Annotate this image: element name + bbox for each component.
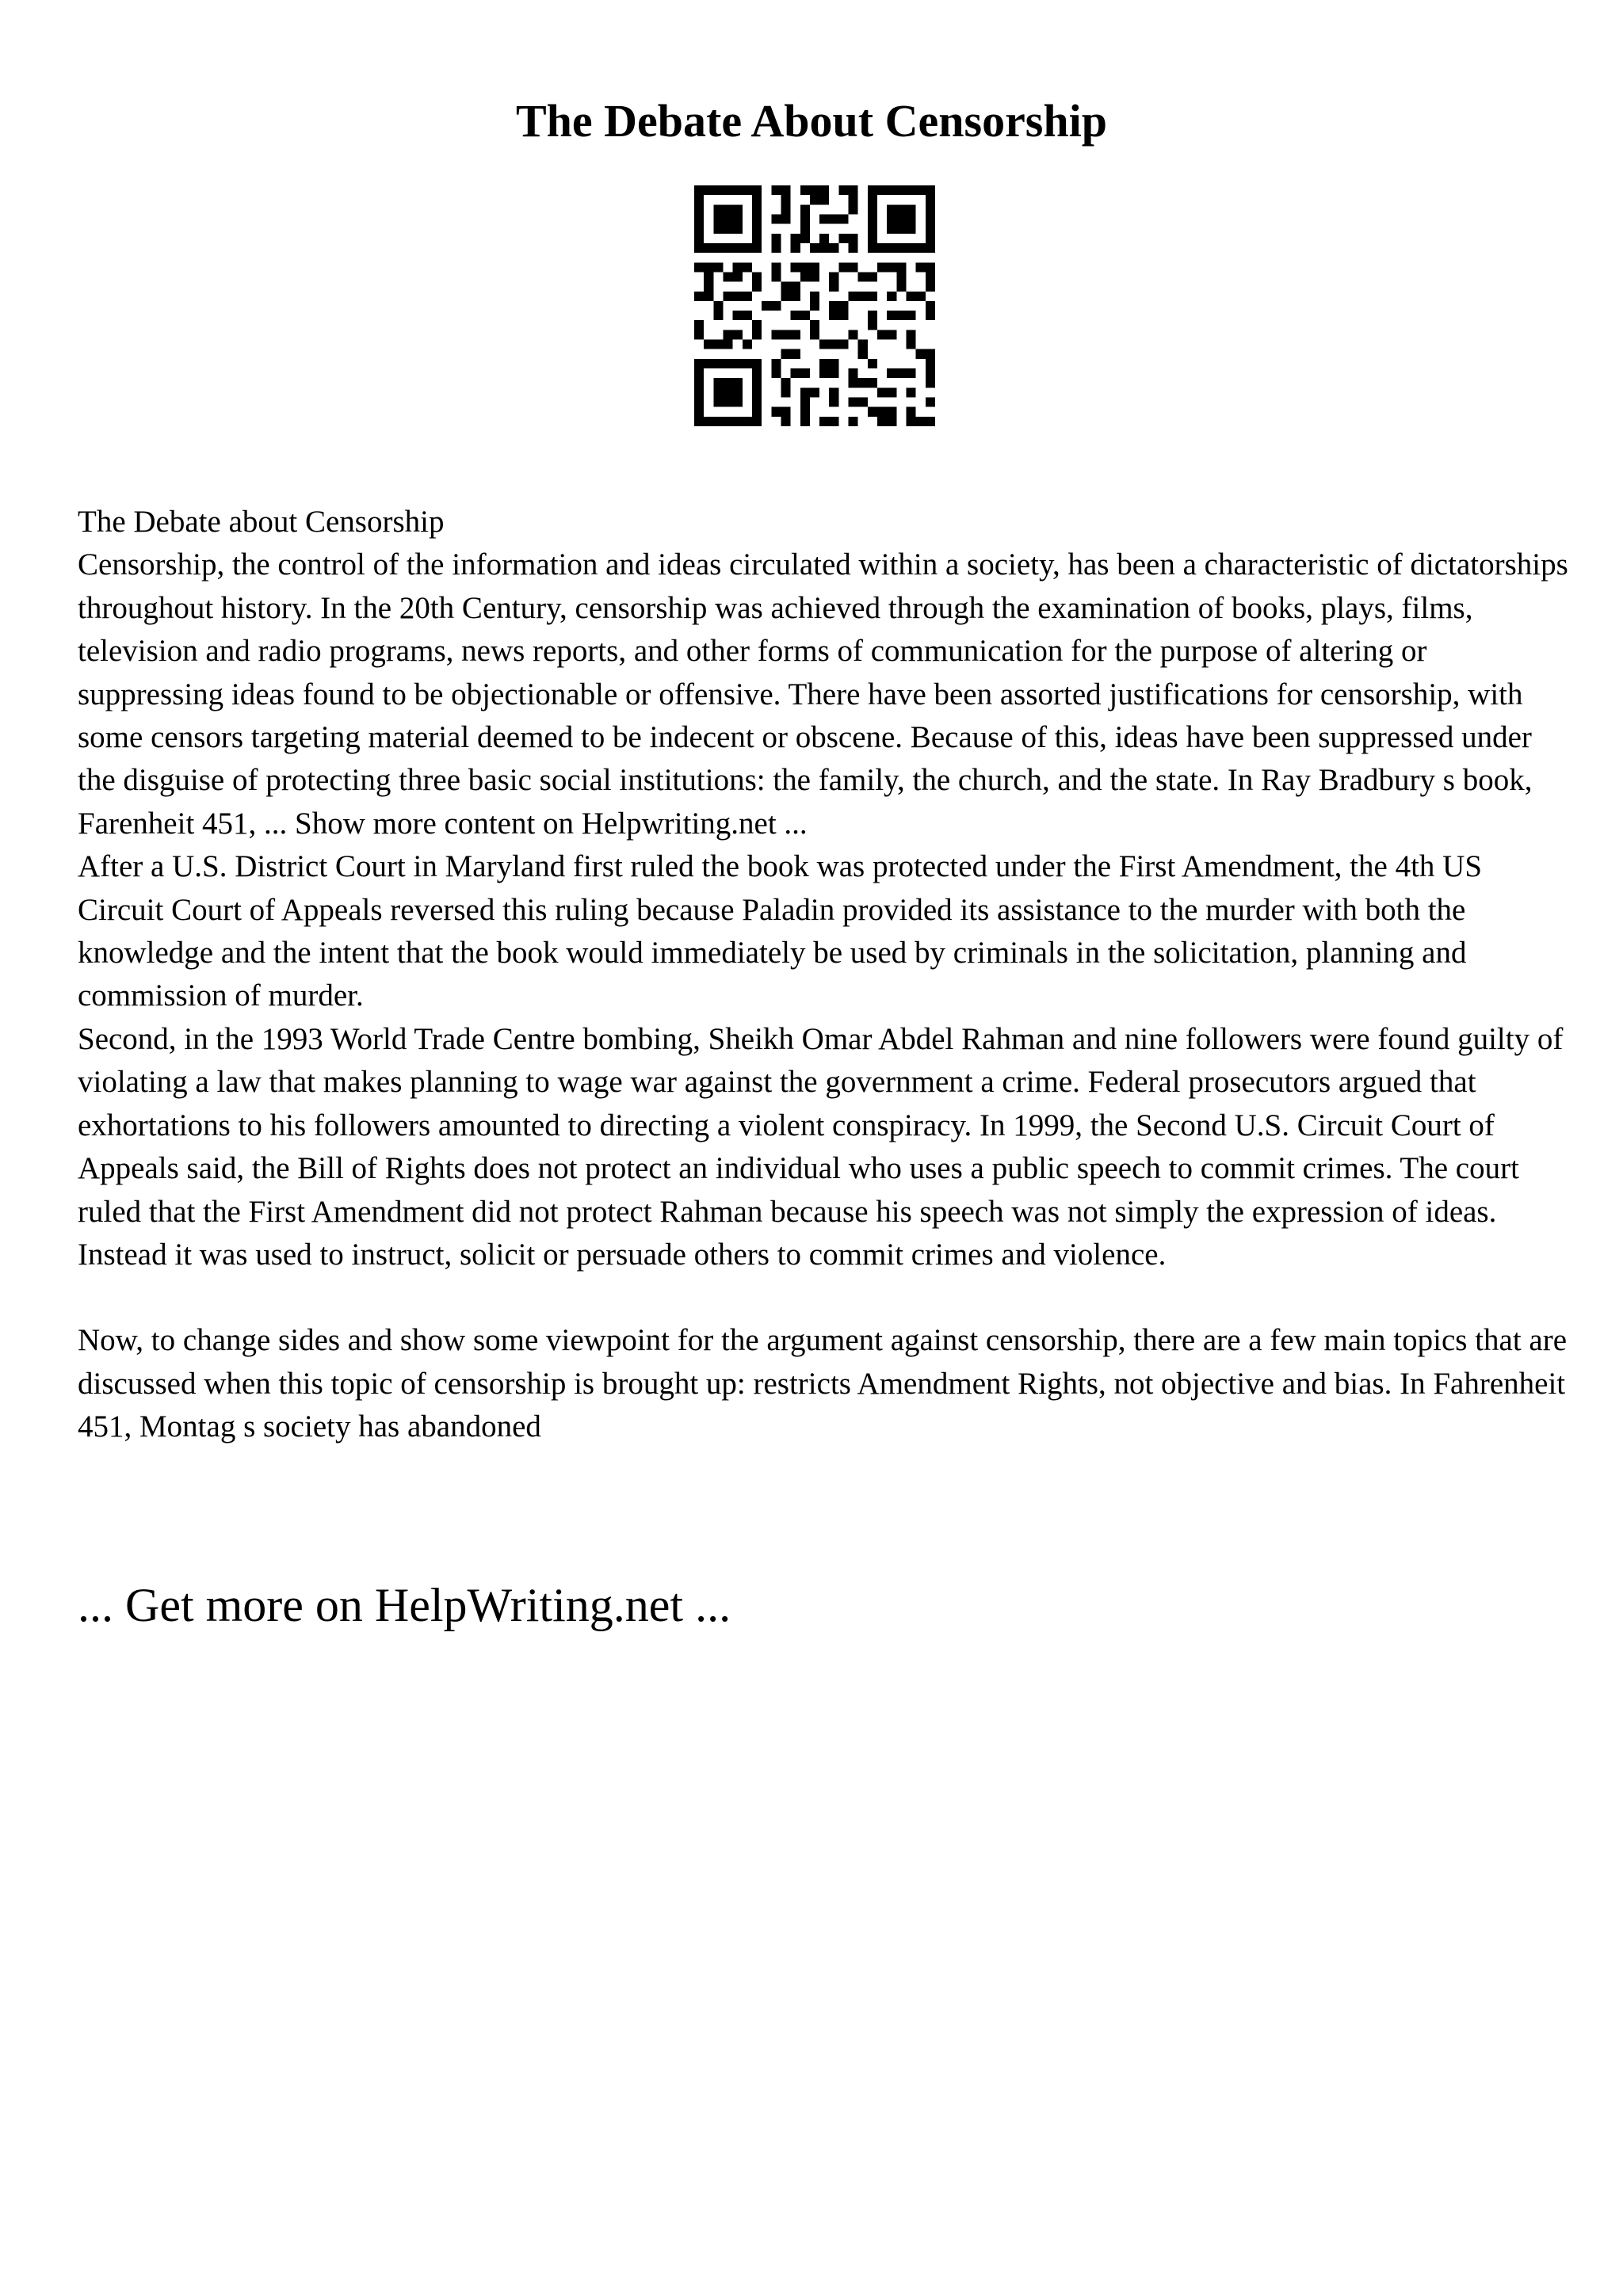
document-body xyxy=(78,501,1575,1449)
document-title: The Debate About Censorship xyxy=(515,95,1108,147)
body-heading: The Debate about Censorship xyxy=(78,505,445,539)
get-more-link[interactable]: ... Get more on HelpWriting.net ... xyxy=(78,1579,731,1631)
body-paragraph: After a U.S. District Court in Maryland first ruled the book was protected under the First Amendment, the 4th US Circuit Court of Appeals reversed this ruling because Paladin provided its assistance to the murder with both the knowledge and the intent that the book would immediately be used by criminals in the solicitation, planning and commission of murder. xyxy=(78,849,1483,1013)
body-paragraph: Censorship, the control of the information and ideas circulated within a society, has been a characteristic of dictatorships throughout history. In the 20th Century, censorship was achieved through the examination of books, plays, films, television and radio programs, news reports, and other forms of communication for the purpose of altering or suppressing ideas found to be objectionable or offensive. There have been assorted justifications for censorship, with some censors targeting material deemed to be indecent or obscene. Because of this, ideas have been suppressed under the disguise of protecting three basic social institutions: the family, the church, and the state. In Ray Bradbury s book, Farenheit 451, ... Show more content on Helpwriting.net ... xyxy=(78,547,1568,841)
body-paragraph: Now, to change sides and show some viewpoint for the argument against censorship, there are a few main topics that are discussed when this topic of censorship is brought up: restricts Amendment Rights, not objective and bias. In Fahrenheit 451, Montag s society has abandoned xyxy=(78,1323,1568,1444)
body-paragraph: Second, in the 1993 World Trade Centre bombing, Sheikh Omar Abdel Rahman and nine followers were found guilty of violating a law that makes planning to wage war against the government a crime. Federal prosecutors argued that exhortations to his followers amounted to directing a violent conspiracy. In 1999, the Second U.S. Circuit Court of Appeals said, the Bill of Rights does not protect an individual who uses a public speech to commit crimes. The court ruled that the First Amendment did not protect Rahman because his speech was not simply the expression of ideas. Instead it was used to instruct, solicit or persuade others to commit crimes and violence. xyxy=(78,1021,1564,1272)
qr-code-icon xyxy=(694,185,935,426)
paragraph-spacer xyxy=(78,1276,1575,1319)
